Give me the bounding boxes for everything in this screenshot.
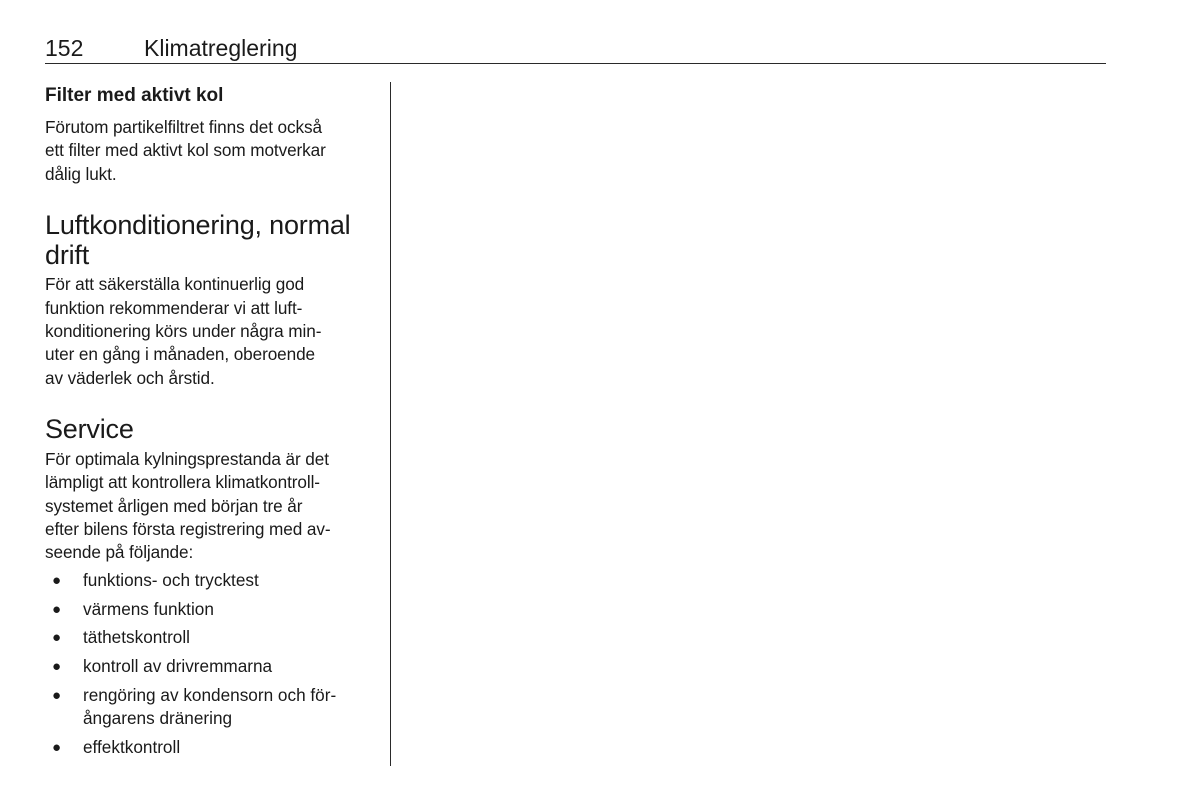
text-line: efter bilens första registrering med av- (45, 518, 331, 539)
list-item-text: effektkontroll (83, 737, 181, 758)
service-checklist (45, 569, 381, 760)
filter-heading: Filter med aktivt kol (45, 85, 224, 106)
left-column (45, 84, 381, 765)
text-line: ett filter med aktivt kol som motverkar (45, 140, 326, 161)
service-heading: Service (45, 414, 134, 445)
list-item (45, 569, 381, 592)
text-line: av väderlek och årstid. (45, 367, 215, 388)
list-item (45, 684, 381, 731)
text-line: lämpligt att kontrollera klimatkontroll- (45, 472, 320, 493)
bullet-icon: ● (52, 739, 62, 757)
text-line: För att säkerställa kontinuerlig god (45, 274, 305, 295)
list-item-text: täthetskontroll (83, 627, 191, 648)
text-line: För optimala kylningsprestanda är det (45, 448, 329, 469)
section-filter (45, 84, 381, 186)
text-line: konditionering körs under några min- (45, 321, 322, 342)
column-divider (390, 82, 391, 766)
list-item (45, 598, 381, 621)
list-item-text: kontroll av drivremmarna (83, 656, 273, 677)
bullet-icon: ● (52, 571, 62, 589)
service-paragraph (45, 448, 381, 565)
list-item (45, 736, 381, 759)
filter-paragraph (45, 116, 381, 186)
air-conditioning-heading (45, 211, 381, 270)
text-line: funktion rekommenderar vi att luft- (45, 297, 303, 318)
text-line: seende på följande: (45, 542, 194, 563)
page-number: 152 (45, 35, 84, 61)
list-item (45, 626, 381, 649)
bullet-icon: ● (52, 658, 62, 676)
text-line: Förutom partikelfiltret finns det också (45, 117, 322, 137)
heading-line: drift (45, 239, 90, 270)
air-conditioning-paragraph (45, 273, 381, 390)
header-rule (45, 63, 1106, 64)
text-line: systemet årligen med början tre år (45, 495, 303, 516)
list-item-text: ångarens dränering (83, 708, 233, 729)
text-line: uter en gång i månaden, oberoende (45, 344, 316, 365)
list-item-text: värmens funktion (83, 598, 214, 619)
list-item (45, 655, 381, 678)
bullet-icon: ● (52, 629, 62, 647)
list-item-text: funktions- och trycktest (83, 569, 259, 590)
chapter-title: Klimatreglering (144, 35, 298, 61)
section-air-conditioning (45, 211, 381, 390)
bullet-icon: ● (52, 686, 62, 704)
bullet-icon: ● (52, 600, 62, 618)
text-line: dålig lukt. (45, 163, 117, 184)
list-item-text: rengöring av kondensorn och för- (83, 684, 337, 705)
section-service (45, 415, 381, 759)
heading-line: Luftkonditionering, normal (45, 210, 351, 241)
